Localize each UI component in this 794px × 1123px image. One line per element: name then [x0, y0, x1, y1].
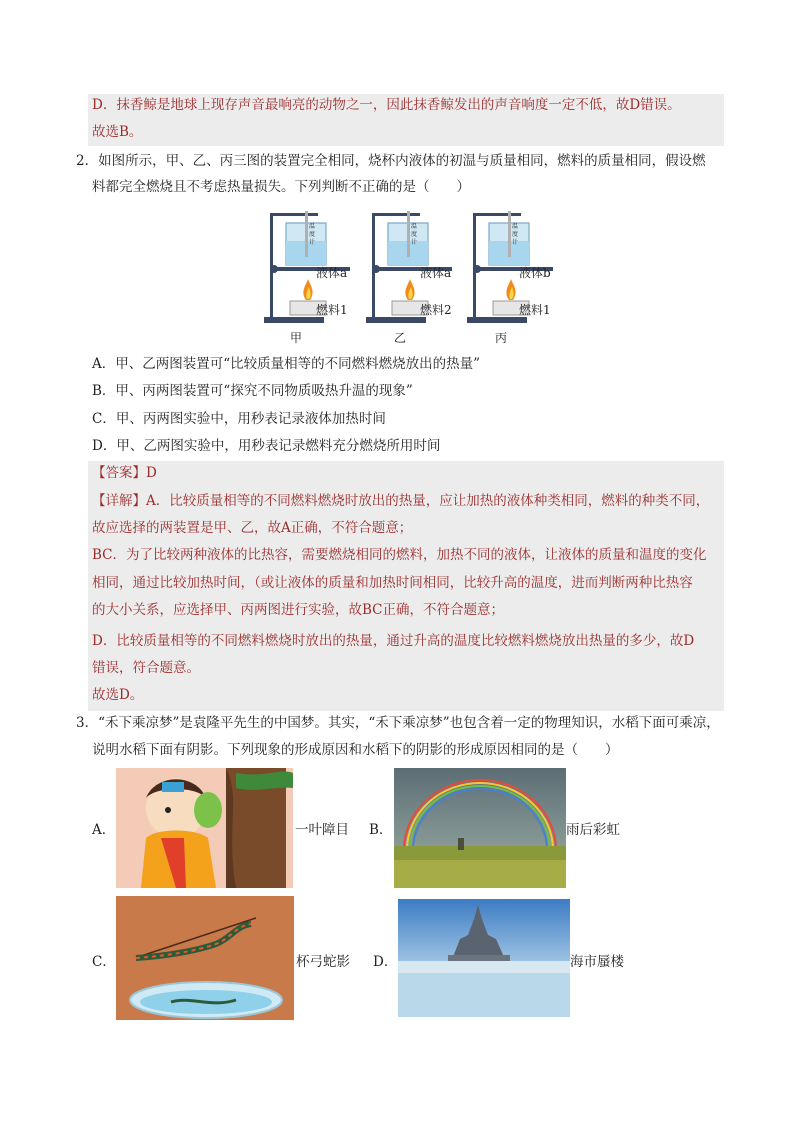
figure-caption: 丙 [495, 331, 508, 345]
fuel-label: 燃料1 [316, 303, 348, 317]
q2-explain-4: 相同，通过比较加热时间，（或让液体的质量和加热时间相同，比较升高的温度，进而判断两种比热容 [92, 575, 693, 591]
q3-option-c-text: 杯弓蛇影 [296, 954, 350, 970]
liquid-label: 液体a [420, 266, 452, 280]
q2-explain-1: 【详解】A．比较质量相等的不同燃料燃烧时放出的热量，应让加热的液体种类相同，燃料的种类不同， [92, 493, 710, 509]
q3-option-d-letter: D． [373, 954, 398, 970]
fuel-label: 燃料1 [519, 303, 551, 317]
liquid-label: 液体a [316, 266, 348, 280]
q2-option-a: A．甲、乙两图装置可“比较质量相等的不同燃料燃烧放出的热量” [92, 356, 481, 372]
q2-option-b: B．甲、丙两图装置可“探究不同物质吸热升温的现象” [92, 383, 413, 399]
child-holding-leaf-picture [116, 768, 293, 888]
q2-answer: 【答案】D [92, 465, 157, 481]
mirage-castle-picture [398, 899, 570, 1017]
q2-option-d: D．甲、乙两图实验中，用秒表记录燃料充分燃烧所用时间 [92, 438, 441, 454]
thermometer-label: 温度计 [309, 223, 316, 246]
q3-option-a-letter: A． [92, 822, 116, 838]
q3-option-b-image [394, 768, 566, 888]
apparatus-bing [465, 205, 565, 345]
q3-option-a-text: 一叶障目 [295, 822, 349, 838]
q2-stem-line1: 2．如图所示，甲、乙、丙三图的装置完全相同，烧杯内液体的初温与质量相同，燃料的质量相同，假设燃 [76, 153, 706, 169]
apparatus-jia [262, 205, 362, 345]
prev-explain-d: D．抹香鲸是地球上现存声音最响亮的动物之一，因此抹香鲸发出的声音响度一定不低，故D错误。 [92, 97, 681, 113]
q2-explain-2: 故应选择的两装置是甲、乙，故A正确，不符合题意； [92, 520, 413, 536]
q3-option-c-image [116, 896, 294, 1020]
fuel-label: 燃料2 [420, 303, 452, 317]
q3-option-b-letter: B． [369, 822, 393, 838]
q3-option-b-text: 雨后彩虹 [566, 822, 620, 838]
q2-explain-8: 故选D。 [92, 687, 144, 703]
q2-explain-5: 的大小关系，应选择甲、丙两图进行实验，故BC正确，不符合题意； [92, 602, 504, 618]
q2-explain-3: BC．为了比较两种液体的比热容，需要燃烧相同的燃料，加热不同的液体，让液体的质量和温度的变化 [92, 547, 707, 563]
q2-option-c: C．甲、丙两图实验中，用秒表记录液体加热时间 [92, 411, 386, 427]
q3-stem-line2: 说明水稻下面有阴影。下列现象的形成原因和水稻下的阴影的形成原因相同的是（ ） [92, 742, 619, 758]
prev-choose: 故选B。 [92, 124, 143, 140]
rainbow-landscape-picture [394, 768, 566, 888]
figure-caption: 乙 [394, 331, 407, 345]
thermometer-label: 温度计 [411, 223, 418, 246]
bow-snake-reflection-picture [116, 896, 294, 1020]
figure-caption: 甲 [290, 331, 303, 345]
liquid-label: 液体b [519, 266, 551, 280]
q3-option-d-image [398, 899, 570, 1017]
q2-explain-6: D．比较质量相等的不同燃料燃烧时放出的热量，通过升高的温度比较燃料燃烧放出热量的多少，故D [92, 633, 695, 649]
q2-stem-line2: 料都完全燃烧且不考虑热量损失。下列判断不正确的是（ ） [92, 179, 470, 195]
q2-explain-7: 错误，符合题意。 [92, 660, 200, 676]
q3-stem-line1: 3．“禾下乘凉梦”是袁隆平先生的中国梦。其实，“禾下乘凉梦”也包含着一定的物理知识，水稻下面可乘凉， [76, 715, 720, 731]
q3-option-d-text: 海市蜃楼 [570, 954, 624, 970]
q3-option-a-image [116, 768, 293, 888]
thermometer-label: 温度计 [512, 223, 519, 246]
q3-option-c-letter: C． [92, 954, 116, 970]
apparatus-yi [364, 205, 464, 345]
